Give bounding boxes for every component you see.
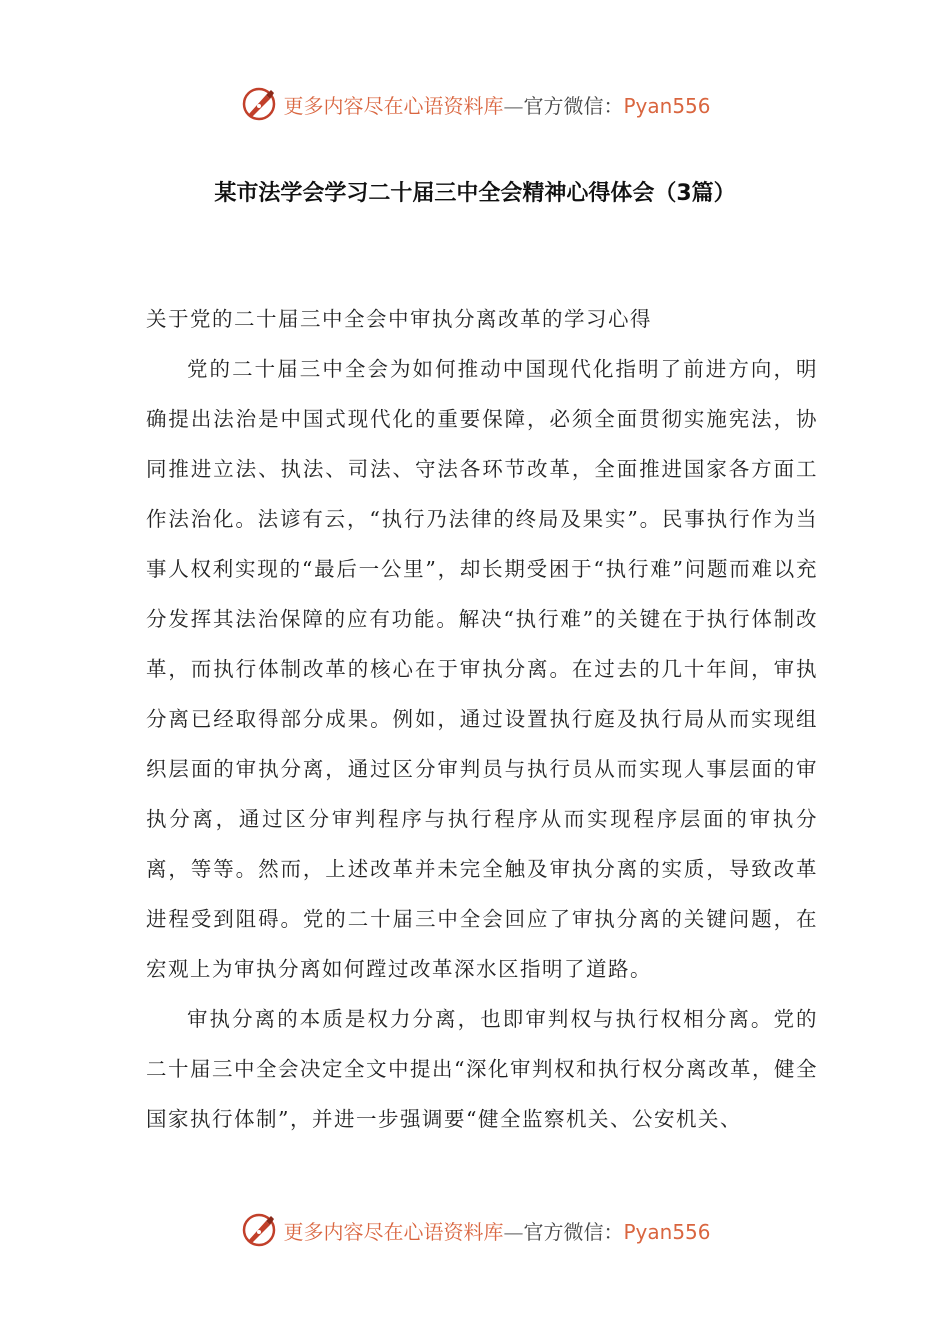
banner-wechat-label: 官方微信： xyxy=(523,1219,624,1244)
banner-wechat-id: Pyan556 xyxy=(623,1219,711,1244)
pen-nib-logo-icon xyxy=(239,1210,279,1250)
footer-banner xyxy=(0,1208,950,1252)
banner-site-text: 更多内容尽在心语资料库 xyxy=(283,93,504,118)
header-banner xyxy=(0,82,950,126)
banner-site-text: 更多内容尽在心语资料库 xyxy=(283,1219,504,1244)
document-title: 某市法学会学习二十届三中全会精神心得体会（3篇） xyxy=(214,181,736,206)
banner-wechat-label: 官方微信： xyxy=(523,93,624,118)
banner-separator: — xyxy=(503,93,524,118)
banner-wechat-id: Pyan556 xyxy=(623,93,711,118)
paragraph-2: 审执分离的本质是权力分离，也即审判权与执行权相分离。党的二十届三中全会决定全文中提出“深化审判权和执行权分离改革，健全国家执行体制”，并进一步强调要“健全监察机关、公安机关、 xyxy=(146,1007,818,1131)
banner-separator: — xyxy=(503,1219,524,1244)
document-body xyxy=(146,294,818,1144)
banner-text xyxy=(283,1216,710,1245)
pen-nib-logo-icon xyxy=(239,84,279,124)
paragraph-1: 党的二十届三中全会为如何推动中国现代化指明了前进方向，明确提出法治是中国式现代化的重要保障，必须全面贯彻实施宪法，协同推进立法、执法、司法、守法各环节改革，全面推进国家各方面工作法治化。法谚有云，“执行乃法律的终局及果实”。民事执行作为当事人权利实现的“最后一公里”，却长期受困于“执行难”问题而难以充分发挥其法治保障的应有功能。解决“执行难”的关键在于执行体制改革，而执行体制改革的核心在于审执分离。在过去的几十年间，审执分离已经取得部分成果。例如，通过设置执行庭及执行局从而实现组织层面的审执分离，通过区分审判员与执行员从而实现人事层面的审执分离，通过区分审判程序与执行程序从而实现程序层面的审执分离，等等。然而，上述改革并未完全触及审执分离的实质，导致改革进程受到阻碍。党的二十届三中全会回应了审执分离的关键问题，在宏观上为审执分离如何蹚过改革深水区指明了道路。 xyxy=(146,357,818,981)
document-subtitle: 关于党的二十届三中全会中审执分离改革的学习心得 xyxy=(146,307,652,331)
banner-text xyxy=(283,90,710,119)
